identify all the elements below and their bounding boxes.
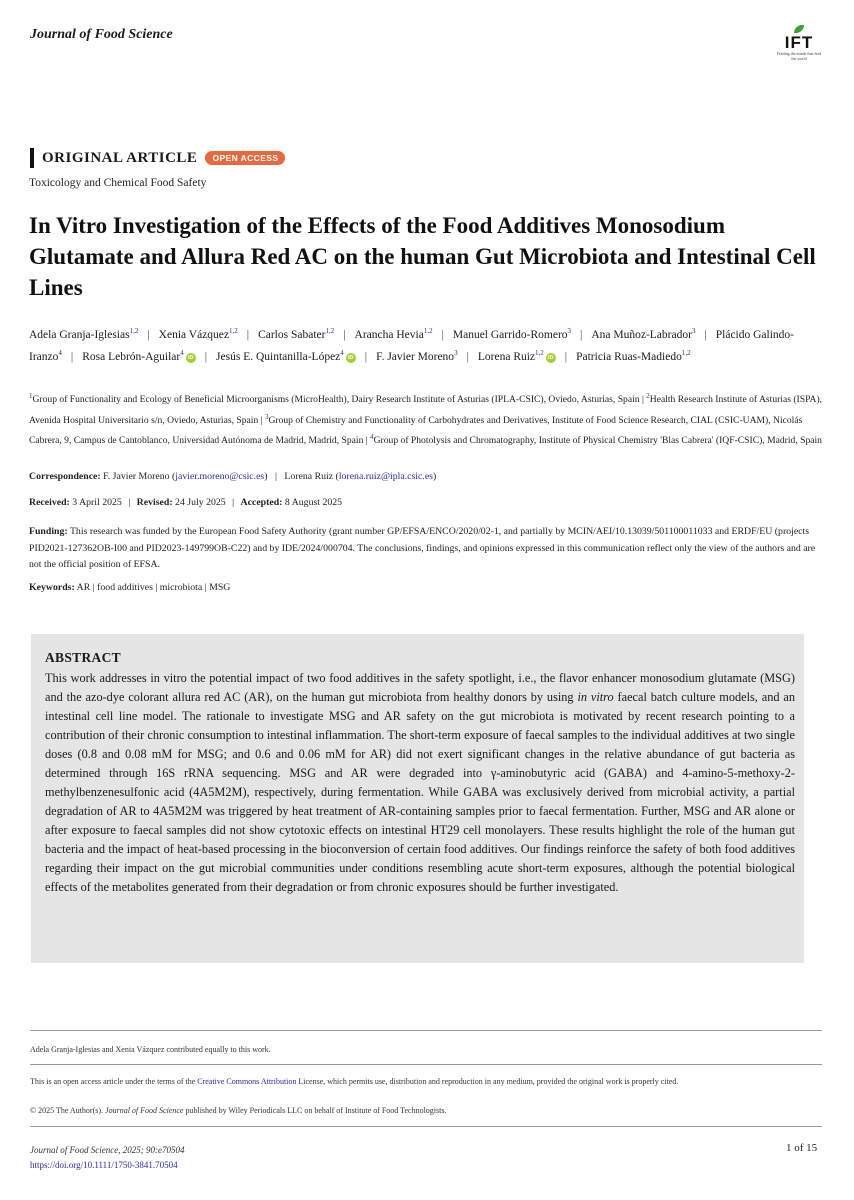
keyword-separator: | (152, 582, 160, 593)
affiliations (29, 388, 829, 450)
keyword: MSG (209, 582, 231, 593)
author-name: Manuel Garrido-Romero (452, 328, 568, 341)
keyword: AR (76, 582, 91, 593)
author[interactable] (355, 329, 433, 341)
correspondence-name-2: Lorena Ruiz (284, 471, 334, 482)
ift-logo (776, 25, 822, 61)
author-name: Adela Granja-Iglesias (29, 328, 130, 341)
author-affiliation-mark: 3 (691, 327, 696, 335)
license-text-b: License, which permits use, distribution and reproduction in any medium, provided the original work is properly cited. (296, 1077, 679, 1086)
affiliation-text: Group of Photolysis and Chromatography, Institute of Physical Chemistry 'Blas Cabrera' (IQF-CSIC), Madrid, Spain (373, 435, 822, 447)
author[interactable] (576, 351, 690, 363)
author[interactable] (29, 329, 138, 341)
author-affiliation-mark: 4 (180, 349, 184, 358)
logo-tagline: Feeding the minds that feed the world (776, 51, 822, 61)
correspondence-name-1: F. Javier Moreno (103, 471, 170, 482)
author-list (29, 322, 829, 367)
affiliation-text: Group of Functionality and Ecology of Beneficial Microorganisms (MicroHealth), Dairy Research Institute of Asturias (IPLA-CSIC), Oviedo, Asturias, Spain (32, 394, 640, 406)
accepted-label: Accepted: (240, 497, 283, 508)
author-affiliation-mark: 1,2 (229, 327, 238, 335)
open-access-badge[interactable]: OPEN ACCESS (205, 151, 285, 165)
email-link-2[interactable]: lorena.ruiz@ipla.csic.es (338, 471, 433, 482)
received-label: Received: (29, 497, 70, 508)
author-name: Carlos Sabater (258, 328, 326, 341)
author[interactable] (216, 351, 356, 363)
author-name: Patricia Ruas-Madiedo (576, 351, 682, 364)
author[interactable] (453, 329, 571, 341)
copyright-a: © 2025 The Author(s). (30, 1106, 106, 1115)
keywords (29, 582, 829, 593)
received-date: 3 April 2025 (72, 497, 122, 508)
copyright-note (30, 1104, 822, 1118)
author-affiliation-mark: 1,2 (423, 327, 433, 335)
author-affiliation-mark: 3 (567, 327, 572, 335)
keyword-separator: | (90, 582, 98, 593)
correspondence: Correspondence: F. Javier Moreno (javier.moreno@csic.es) | Lorena Ruiz (lorena.ruiz@ipla.csic.es) (29, 471, 437, 482)
leaf-icon (794, 25, 804, 33)
author[interactable] (478, 351, 556, 363)
author-name: F. Javier Moreno (376, 351, 455, 364)
affiliation-number: 2 (646, 392, 650, 400)
orcid-icon[interactable]: iD (346, 353, 356, 363)
author-name: Ana Muñoz-Labrador (591, 328, 692, 341)
funding (29, 524, 829, 574)
author[interactable] (82, 351, 196, 363)
funding-text: This research was funded by the European Food Safety Authority (grant number GP/EFSA/ENCO/2020/02-1, and partially by MCIN/AEI/10.13039/501100011033 and ERDF/EU (projects PID2021-127362OB-I00 and PID2023-149799OB-C22) and by IDE/2024/000704. The conclusions, findings, and opinions expressed in this communication reflect only the view of the authors and are not the official position of EFSA. (29, 526, 816, 570)
copyright-b: published by Wiley Periodicals LLC on behalf of Institute of Food Technologists. (183, 1106, 447, 1115)
cc-license-link[interactable]: Creative Commons Attribution (197, 1077, 297, 1086)
logo-text: IFT (784, 33, 814, 52)
page-number: 1 of 15 (786, 1142, 818, 1154)
author[interactable] (376, 351, 457, 363)
author-separator: | (441, 328, 444, 341)
author-name: Plácido Galindo-Iranzo (29, 328, 794, 364)
footer-rule (30, 1126, 822, 1127)
keyword-separator: | (202, 582, 210, 593)
author-separator: | (70, 351, 74, 364)
abstract-text (45, 669, 795, 897)
abstract-heading: ABSTRACT (45, 650, 121, 665)
email-link-1[interactable]: javier.moreno@csic.es (175, 471, 265, 482)
accepted-date: 8 August 2025 (284, 497, 343, 508)
orcid-icon[interactable]: iD (546, 353, 556, 363)
article-type-label: ORIGINAL ARTICLE (42, 149, 198, 166)
author-separator: | (204, 351, 208, 364)
affiliation-number: 1 (29, 392, 33, 400)
revised-label: Revised: (136, 497, 173, 508)
license-text-a: This is an open access article under the terms of the (30, 1077, 198, 1086)
affiliation-separator: | (258, 414, 265, 426)
author-name: Xenia Vázquez (158, 328, 230, 341)
article-type (30, 148, 285, 168)
affiliation-separator: | (639, 394, 647, 406)
affiliation-separator: | (363, 435, 371, 447)
orcid-icon[interactable]: iD (186, 353, 196, 363)
keyword: microbiota (159, 582, 203, 593)
author-affiliation-mark: 4 (58, 349, 62, 358)
abstract-italic: in vitro (577, 690, 614, 704)
author[interactable] (159, 329, 238, 341)
abstract-part-1: This work addresses in vitro the potential impact of two food additives in the safety spotlight, i.e., the flavor enhancer monosodium glutamate (MSG) and the azo-dye colorant allura red AC (AR), on the human gut microbiota from healthy donors by using (45, 671, 795, 704)
affiliation-text: Health Research Institute of Asturias (ISPA), Avenida Hospital Universitario s/n, Oviedo, Asturias, Spain (29, 394, 823, 426)
affiliation-text: Group of Chemistry and Functionality of Carbohydrates and Derivatives, Institute of Food Science Research, CIAL (CSIC-UAM), Nicolás Cabrera, 9, Campus de Cantoblanco, Universidad Autónoma de Madrid, Madrid, Spain (29, 414, 803, 447)
copyright-journal: Journal of Food Science (105, 1106, 184, 1115)
author-separator: | (343, 328, 346, 341)
affiliation-number: 3 (264, 412, 269, 421)
article-dates: Received: 3 April 2025 | Revised: 24 July 2025 | Accepted: 8 August 2025 (29, 497, 343, 508)
author[interactable] (258, 329, 334, 341)
author-name: Rosa Lebrón-Aguilar (82, 351, 181, 364)
revised-date: 24 July 2025 (175, 497, 226, 508)
abstract-part-2: faecal batch culture models, and an intestinal cell line model. The rationale to investigate MSG and AR safety on the gut microbiota is motivated by recent research pointing to a contribution of their chronic consumption to intestinal inflammation. The short-term exposure of faecal samples to the individual additives at two single doses (0.8 and 0.08 mM for MSG; and 0.6 and 0.06 mM for AR) did not exert significant changes in the relative abundance of gut bacteria as determined through 16S rRNA sequencing. MSG and AR were degraded into γ-aminobutyric acid (GABA) and 4-amino-5-methoxy-2-methylbenzenesulfonic acid (4A5M2M), respectively, during fermentation. While GABA was exclusively derived from microbial activity, a partial degradation of AR to 4A5M2M was triggered by heat treatment of AR-containing samples prior to faecal fermentation. Further, MSG and AR alone or after exposure to faecal samples did not show cytotoxic effects on intestinal HT29 cell monolayers. These results highlight the role of the human gut bacteria and the impact of heat-based processing in the bioconversion of certain food additives. Our findings reinforce the safety of both food additives regarding their impact on the gut microbial communities under conditions resembling acute short-term exposures, although the potential biological effects of the metabolites generated from their degradation or from chronic exposures should be further investigated. (45, 690, 795, 894)
author-separator: | (466, 351, 469, 364)
author[interactable] (591, 329, 695, 341)
keywords-label: Keywords: (29, 582, 75, 593)
author-separator: | (580, 328, 583, 341)
footnote-rule-2 (30, 1064, 822, 1065)
author-separator: | (147, 328, 150, 341)
author-name: Jesús E. Quintanilla-López (216, 351, 341, 364)
affiliation-number: 4 (370, 433, 374, 442)
author-affiliation-mark: 1,2 (681, 349, 691, 358)
footer-citation: Journal of Food Science, 2025; 90:e70504 (30, 1145, 185, 1155)
doi-link[interactable]: https://doi.org/10.1111/1750-3841.70504 (30, 1160, 178, 1170)
author-affiliation-mark: 3 (454, 349, 458, 358)
author-separator: | (564, 351, 568, 364)
author-separator: | (246, 328, 250, 341)
license-note (30, 1075, 822, 1089)
article-section: Toxicology and Chemical Food Safety (29, 177, 207, 189)
author-affiliation-mark: 1,2 (325, 327, 335, 335)
abstract-box (31, 634, 804, 963)
author-name: Lorena Ruiz (477, 351, 536, 364)
keyword: food additives (97, 582, 153, 593)
author-affiliation-mark: 4 (340, 349, 344, 358)
footnote-rule (30, 1030, 822, 1031)
article-title: In Vitro Investigation of the Effects of the Food Additives Monosodium Glutamate and Allura Red AC on the human Gut Microbiota and Intestinal Cell Lines (29, 213, 816, 300)
correspondence-label: Correspondence: (29, 471, 101, 482)
funding-label: Funding: (29, 526, 68, 537)
author-separator: | (704, 328, 707, 341)
article-type-bar (30, 148, 34, 168)
author-separator: | (364, 351, 368, 364)
author-name: Arancha Hevia (354, 328, 424, 341)
author-affiliation-mark: 1,2 (535, 349, 544, 358)
journal-name: Journal of Food Science (30, 27, 173, 42)
equal-contribution-note: Adela Granja-Iglesias and Xenia Vázquez contributed equally to this work. (30, 1045, 271, 1054)
author-affiliation-mark: 1,2 (129, 327, 139, 335)
